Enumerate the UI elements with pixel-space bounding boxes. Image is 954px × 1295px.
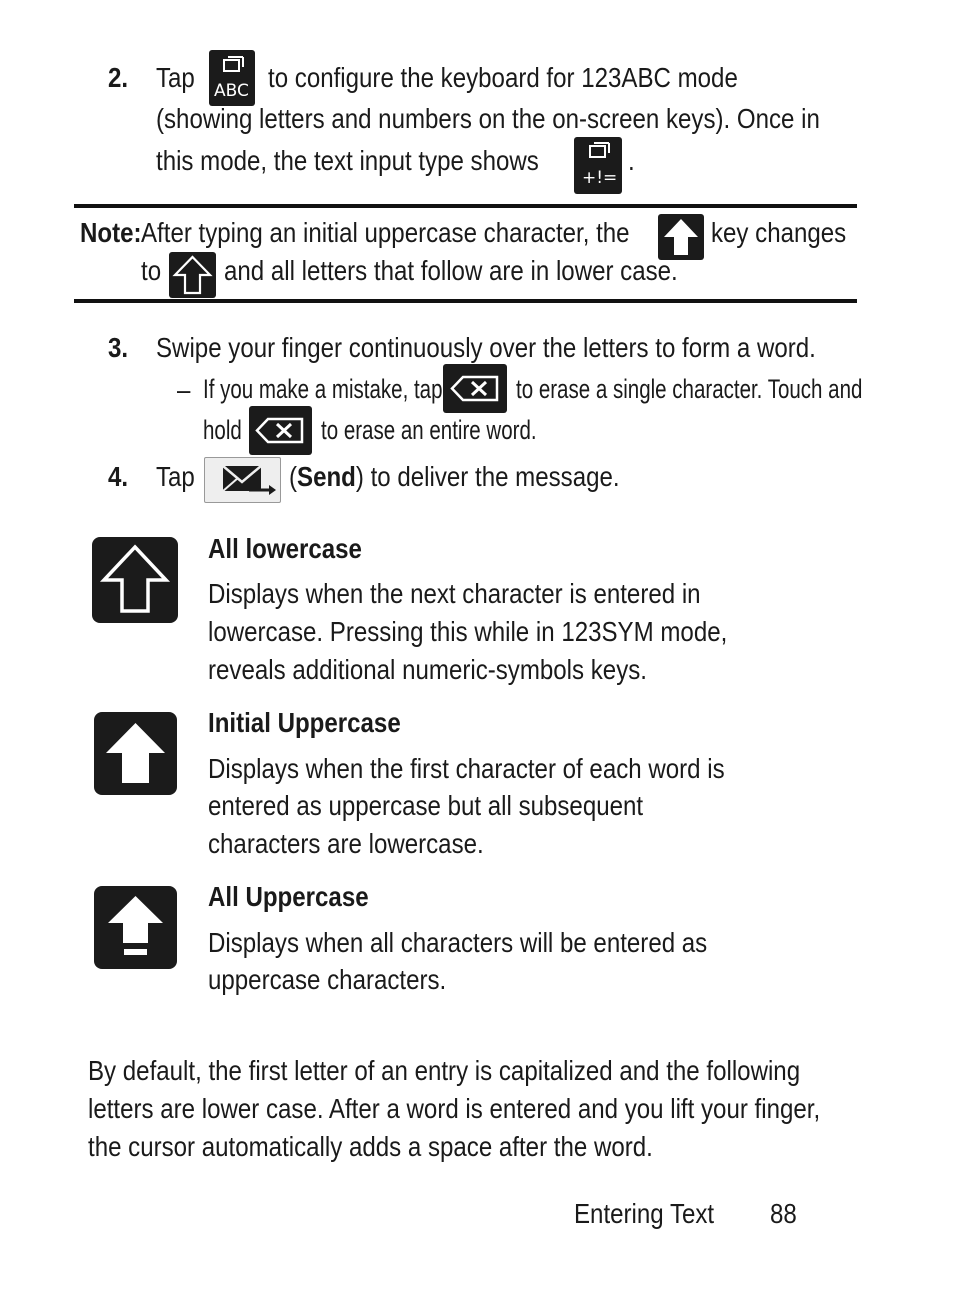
step-2-period: . [628,145,635,176]
mode-2-line-1: Displays when the first character of each word is [208,753,725,784]
backspace-hold-icon [249,406,312,455]
note-line2-b: and all letters that follow are in lower case. [224,255,678,286]
shift-filled-icon [94,712,177,795]
step-2-line1: to configure the keyboard for 123ABC mode [268,62,738,93]
bullet-dash: – [177,374,191,405]
mode-2-title: Initial Uppercase [208,707,401,738]
step-3-sub1-b: to erase a single character. Touch and [516,374,863,404]
step-2-tap: Tap [156,62,195,93]
mode-3-line-1: Displays when all characters will be entered as [208,927,708,958]
sym-mode-key-icon [574,137,622,194]
mode-3-line-2: uppercase characters. [208,964,447,995]
note-label: Note: [80,217,142,248]
shift-outline-icon [92,537,178,623]
shift-filled-small-icon [658,214,704,260]
closing-line-1: By default, the first letter of an entry is capitalized and the following [88,1055,801,1086]
step-3-text: Swipe your finger continuously over the letters to form a word. [156,332,816,363]
note-line2-a: to [141,255,162,286]
send-button-icon [204,457,281,503]
step-4-rest: ) to deliver the message. [355,461,620,492]
backspace-icon [443,364,507,413]
mode-1-line-3: reveals additional numeric-symbols keys. [208,654,647,685]
mode-2-line-2: entered as uppercase but all subsequent [208,790,644,821]
mode-1-line-1: Displays when the next character is entered in [208,578,701,609]
note-line1-a: After typing an initial uppercase character, the [141,217,630,248]
closing-line-3: the cursor automatically adds a space after the word. [88,1131,653,1162]
footer-page-number: 88 [770,1198,797,1229]
step-3-sub2-a: hold [203,415,242,445]
shift-outline-small-icon [169,252,216,298]
step-4-paren: ( [289,461,298,492]
closing-line-2: letters are lower case. After a word is entered and you lift your finger, [88,1093,821,1124]
step-2-line2: (showing letters and numbers on the on-screen keys). Once in [156,103,820,134]
step-3-sub2-b: to erase an entire word. [321,415,537,445]
step-2-line3: this mode, the text input type shows [156,145,539,176]
mode-3-title: All Uppercase [208,881,369,912]
note-bottom-rule [74,299,857,303]
note-top-rule [74,204,857,208]
step-3-number: 3. [108,332,129,363]
footer-section: Entering Text [574,1198,715,1229]
caps-lock-icon [94,886,177,969]
note-line1-b: key changes [711,217,847,248]
mode-1-title: All lowercase [208,533,362,564]
step-4-number: 4. [108,461,129,492]
step-4-send-label: Send [297,461,356,492]
step-3-sub1-a: If you make a mistake, tap [203,374,443,404]
mode-1-line-2: lowercase. Pressing this while in 123SYM mode, [208,616,728,647]
step-2-number: 2. [108,62,129,93]
mode-2-line-3: characters are lowercase. [208,828,484,859]
step-4-tap: Tap [156,461,195,492]
step-4-text [289,463,620,491]
abc-key-label: ABC [214,81,249,101]
abc-mode-key-icon [209,50,255,106]
sym-key-label: +!= [582,168,618,188]
